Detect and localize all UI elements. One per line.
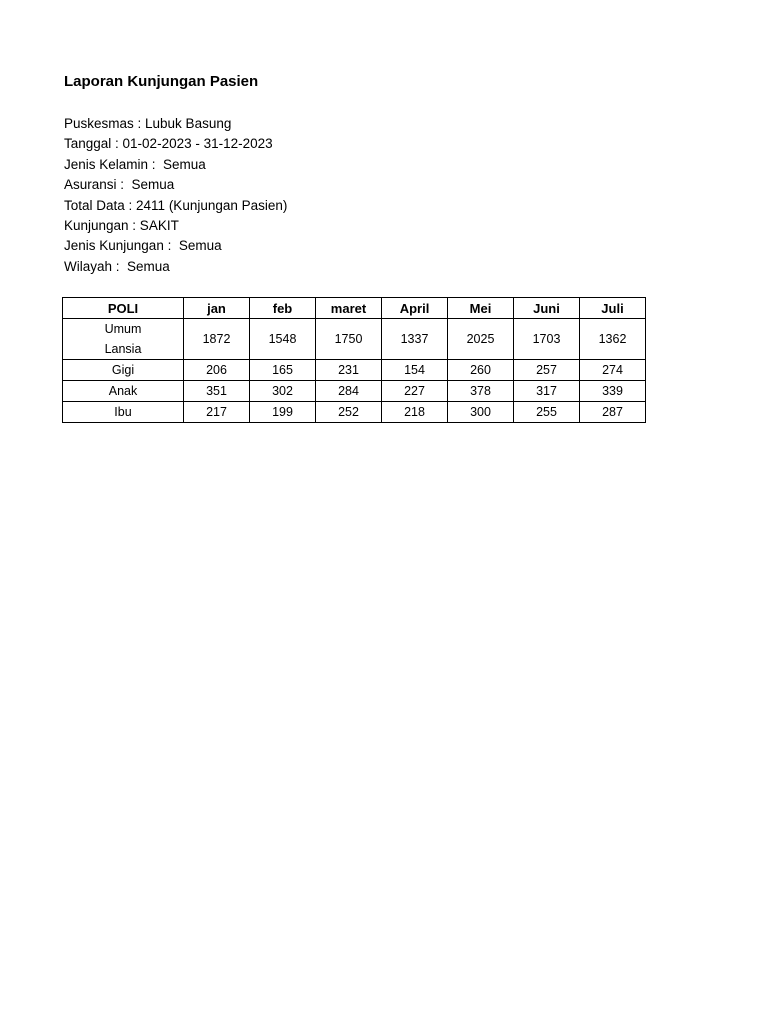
table-row bbox=[63, 319, 646, 360]
value-cell: 378 bbox=[448, 381, 514, 402]
value-cell: 257 bbox=[514, 360, 580, 381]
value-cell: 227 bbox=[382, 381, 448, 402]
value-cell: 1872 bbox=[184, 319, 250, 360]
report-title: Laporan Kunjungan Pasien bbox=[64, 73, 259, 90]
poli-cell bbox=[63, 319, 184, 360]
visit-table bbox=[62, 297, 646, 423]
table-row bbox=[63, 381, 646, 402]
value-cell: 2025 bbox=[448, 319, 514, 360]
meta-asuransi: Asuransi : Semua bbox=[64, 177, 175, 193]
value-cell: 154 bbox=[382, 360, 448, 381]
header-cell: maret bbox=[316, 298, 382, 319]
value-cell: 274 bbox=[580, 360, 646, 381]
meta-jenis-kunjungan: Jenis Kunjungan : Semua bbox=[64, 238, 222, 254]
header-cell: Juli bbox=[580, 298, 646, 319]
meta-tanggal: Tanggal : 01-02-2023 - 31-12-2023 bbox=[64, 136, 273, 152]
value-cell: 284 bbox=[316, 381, 382, 402]
value-cell: 199 bbox=[250, 402, 316, 423]
value-cell: 165 bbox=[250, 360, 316, 381]
value-cell: 300 bbox=[448, 402, 514, 423]
value-cell: 218 bbox=[382, 402, 448, 423]
poli-cell: Gigi bbox=[63, 360, 184, 381]
value-cell: 1703 bbox=[514, 319, 580, 360]
value-cell: 255 bbox=[514, 402, 580, 423]
value-cell: 302 bbox=[250, 381, 316, 402]
report-meta-list bbox=[64, 114, 287, 277]
poli-label: Umum bbox=[104, 322, 142, 336]
value-cell: 1362 bbox=[580, 319, 646, 360]
poli-cell: Ibu bbox=[63, 402, 184, 423]
value-cell: 1548 bbox=[250, 319, 316, 360]
value-cell: 252 bbox=[316, 402, 382, 423]
value-cell: 1750 bbox=[316, 319, 382, 360]
poli-label: Lansia bbox=[104, 342, 142, 356]
poli-cell: Anak bbox=[63, 381, 184, 402]
value-cell: 339 bbox=[580, 381, 646, 402]
table-row bbox=[63, 360, 646, 381]
value-cell: 206 bbox=[184, 360, 250, 381]
header-cell: jan bbox=[184, 298, 250, 319]
meta-total-data: Total Data : 2411 (Kunjungan Pasien) bbox=[64, 197, 288, 213]
table-row bbox=[63, 402, 646, 423]
table-header-row bbox=[63, 298, 646, 319]
header-cell: Mei bbox=[448, 298, 514, 319]
meta-jenis-kelamin: Jenis Kelamin : Semua bbox=[64, 156, 206, 172]
value-cell: 287 bbox=[580, 402, 646, 423]
header-cell: feb bbox=[250, 298, 316, 319]
value-cell: 1337 bbox=[382, 319, 448, 360]
value-cell: 231 bbox=[316, 360, 382, 381]
value-cell: 351 bbox=[184, 381, 250, 402]
meta-kunjungan: Kunjungan : SAKIT bbox=[64, 217, 179, 233]
header-cell: April bbox=[382, 298, 448, 319]
meta-wilayah: Wilayah : Semua bbox=[64, 258, 170, 274]
value-cell: 317 bbox=[514, 381, 580, 402]
value-cell: 260 bbox=[448, 360, 514, 381]
header-cell: POLI bbox=[63, 298, 184, 319]
header-cell: Juni bbox=[514, 298, 580, 319]
meta-puskesmas: Puskesmas : Lubuk Basung bbox=[64, 116, 232, 131]
value-cell: 217 bbox=[184, 402, 250, 423]
